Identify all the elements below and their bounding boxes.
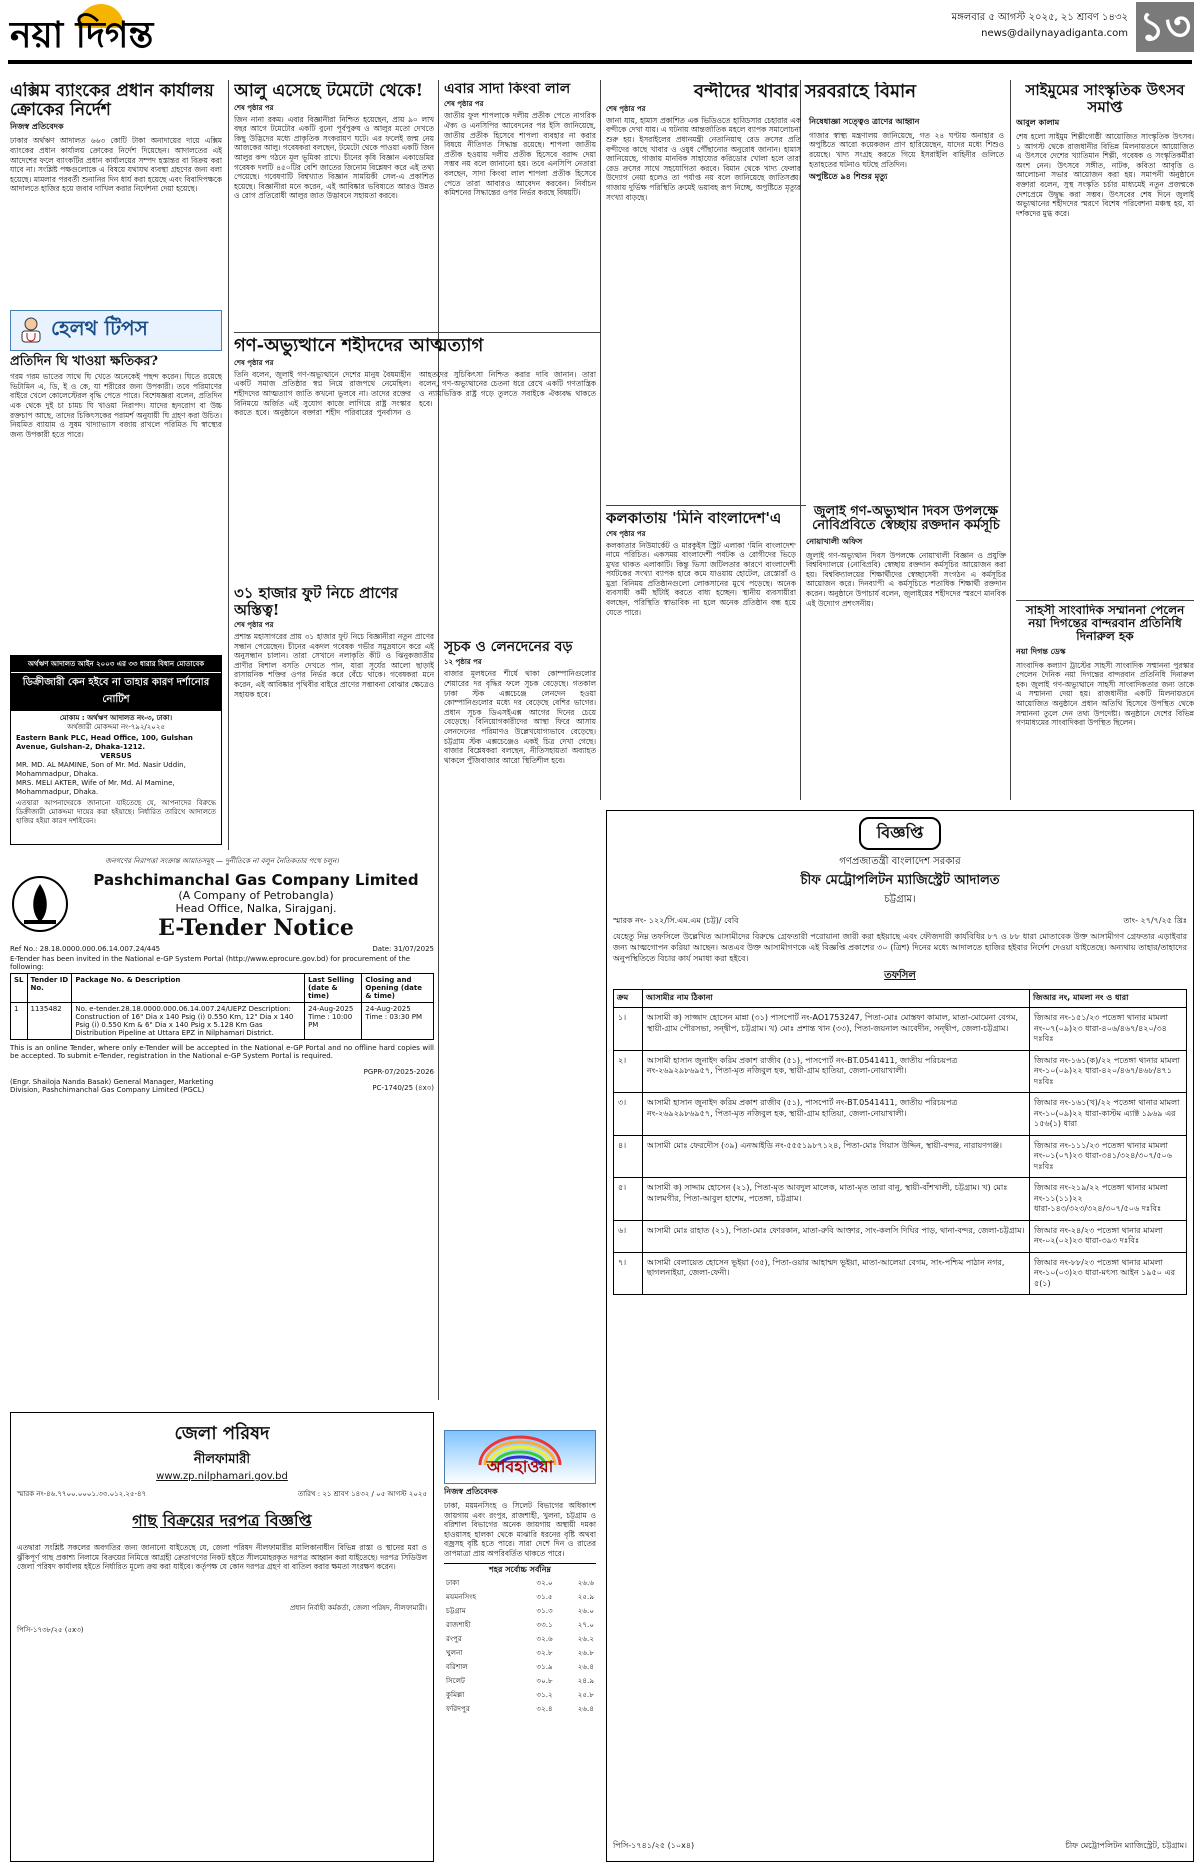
headline[interactable]: ৩১ হাজার ফুট নিচে প্রাণের অস্তিত্ব! [234, 585, 399, 619]
article-bondi-bimaan [606, 82, 1004, 497]
table-cell: জিআর নং-২১৯/২২ পতেঙ্গা থানার মামলা নং-১১(১১)২২ ধারা-১৪৩/৩২৩/৩২৪/৩০৭/৫০৬ দঃবিঃ [1030, 1178, 1187, 1221]
notice-footer: এতদ্বারা আপনাদেরকে জানানো যাইতেছে যে, আপনাদের বিরুদ্ধে ডিক্রীজারী মোকদ্দমা দায়ের করা হইয়াছে। নির্ধারিত তারিখে আদালতে হাজির হইয়া কারণ দর্শাইবেন। [16, 799, 216, 825]
plaintiff: Eastern Bank PLC, Head Office, 100, Gulshan Avenue, Gulshan-2, Dhaka-1212. [16, 734, 193, 751]
versus-label: VERSUS [100, 752, 132, 760]
headline[interactable]: সূচক ও লেনদেনের বড় [444, 640, 573, 655]
section-divider [234, 332, 600, 333]
court-name: মোকাম : অর্থঋণ আদালত নং-৩, ঢাকা। [59, 714, 173, 722]
continued-label: ১২ পৃষ্ঠার পর [444, 658, 482, 667]
continued-label: শেষ পৃষ্ঠার পর [606, 104, 646, 113]
weather-row [444, 1703, 596, 1717]
headline[interactable]: এক্সিম ব্যাংকের প্রধান কার্যালয় ক্রোকের নির্দেশ [10, 82, 214, 120]
weather-cell: ২৬.৪ [577, 1661, 594, 1671]
table-row [614, 1093, 1187, 1136]
signature: চীফ মেট্রোপলিটন ম্যাজিস্ট্রেট, চট্টগ্রাম। [1065, 1841, 1187, 1850]
weather-cell: সিলেট [446, 1675, 465, 1685]
weather-cell: ২৬.৬ [577, 1577, 594, 1587]
weather-cell: ২৬.২ [577, 1633, 594, 1643]
table-cell: আসামী হাসান জুনাইদ করিম প্রকাশ রাজীব (৫১), পাসপোর্ট নং-BT.0541411, জাতীয় পরিচয়পত্র নং-২৬৯২৯৮৬৯৫৭, পিতা-মৃত নজিবুল হক, স্থায়ী-গ্রাম হাতিয়া, জেলা-নোয়াখালী। [643, 1093, 1030, 1136]
email-link[interactable]: news@dailynayadiganta.com [981, 28, 1128, 39]
health-tips-title: হেলথ টিপস [51, 316, 148, 340]
weather-cell: রাজশাহী [446, 1619, 471, 1629]
weather-cell: ২৬.৪ [577, 1703, 594, 1713]
article-kolkata [606, 510, 796, 800]
article-saimum [1016, 82, 1194, 602]
article-body: সাংবাদিক কল্যাণ ট্রাস্টের সাহসী সাংবাদিক সম্মাননা পুরস্কার পেলেন দৈনিক নয়া দিগন্তের বান্দরবান প্রতিনিধি দিনারুল হক। জুলাই গণ-অভ্যুত্থানে সাহসী সাংবাদিকতার জন্য তাকে এ সম্মাননা দেয়া হয়। রাজধানীর একটি মিলনায়তনে আয়োজিত অনুষ্ঠানে প্রধান অতিথি হিসেবে উপস্থিত থেকে সম্মাননা তুলে দেন তথ্য উপদেষ্টা। অনুষ্ঠানে দেশের বিভিন্ন গণমাধ্যমের সাংবাদিকরা উপস্থিত ছিলেন। [1016, 660, 1194, 728]
continued-label: শেষ পৃষ্ঠার পর [606, 529, 646, 538]
byline: নিজস্ব প্রতিবেদক [444, 1487, 498, 1496]
weather-cell: ২৭.০ [577, 1619, 594, 1629]
table-cell: ৩। [614, 1093, 643, 1136]
weather-cell: ৩২.৬ [536, 1633, 553, 1643]
weather-cell: ঢাকা [446, 1577, 460, 1587]
table-row [614, 1178, 1187, 1221]
article-body: গরম গরম ভাতের সাথে ঘি খেতে অনেকেই পছন্দ করেন। ঘিতে রয়েছে ভিটামিন এ, ডি, ই ও কে, যা শরীরের জন্য উপকারী। তবে পরিমাণের বাইরে খেলে কোলেস্টেরল বৃদ্ধি পেতে পারে। বিশেষজ্ঞরা বলেন, প্রতিদিন এক থেকে দুই চা চামচ ঘি খাওয়া নিরাপদ। যাদের হৃদরোগ বা উচ্চ রক্তচাপ আছে, তাদের চিকিৎসকের পরামর্শ অনুযায়ী ঘি গ্রহণ করা উচিত। নিয়মিত ব্যায়াম ও সুষম খাদ্যাভ্যাস বজায় রাখলে পরিমিত ঘি স্বাস্থ্যের জন্য উপকারী হতে পারে। [10, 372, 222, 439]
notice-intro: যেহেতু নিম্ন তফসিলে উল্লেখিত আসামীদের বিরুদ্ধে গ্রেফতারী পরোয়ানা জারী করা হইয়াছে এবং ফৌজদারী কার্যবিধির ৮৭ ও ৮৮ ধারা মোতাবেক উক্ত আসামীগণ গ্রেফতার এড়াইবার জন্য আত্মগোপন করিয়া আছেন। অতএব উক্ত আসামীগণকে এই বিজ্ঞপ্তি প্রকাশের ৩০ (ত্রিশ) দিনের মধ্যে আদালতে হাজির হইবার নির্দেশ দেওয়া যাইতেছে। অন্যথায় তাহার/তাহাদের অনুপস্থিতিতে বিচার কার্য সমাধা করা হইবে। [613, 932, 1187, 963]
continued-label: শেষ পৃষ্ঠার পর [234, 103, 274, 112]
column-header: Tender ID No. [27, 974, 72, 1003]
article-suchok [444, 640, 596, 1040]
table-cell: আসামী হাসান জুনাইদ করিম প্রকাশ রাজীব (৫১), পাসপোর্ট নং-BT.0541411, জাতীয় পরিচয়পত্র নং-২৬৯২৯৮৬৯৫৭, পিতা-মৃত নজিবুল হক, স্থায়ী-গ্রাম হাতিয়া, জেলা-নোয়াখালী। [643, 1050, 1030, 1093]
table-header-row [11, 974, 434, 1003]
weather-row [444, 1591, 596, 1605]
byline: নোয়াখালী অফিস [806, 536, 863, 546]
headline[interactable]: জুলাই গণ-অভ্যুত্থান দিবস উপলক্ষে নোবিপ্রবিতে স্বেচ্ছায় রক্তদান কর্মসূচি [812, 505, 1000, 534]
table-cell: 1 [11, 1003, 28, 1040]
column-header: Package No. & Description [72, 974, 305, 1003]
table-cell: জিআর নং-৮৮/২৩ পতেঙ্গা থানার মামলা নং-১০(০৩)২৩ ধারা-মৎস্য আইন ১৯৫০ এর ৫(১) [1030, 1252, 1187, 1295]
continued-label: শেষ পৃষ্ঠার পর [234, 358, 274, 367]
article-body: শেষ হলো সাইমুম শিল্পীগোষ্ঠী আয়োজিত সাংস্কৃতিক উৎসব। ১ আগস্ট থেকে রাজধানীর বিভিন্ন মিলনায়তনে আয়োজিত এ উৎসবে দেশের খ্যাতিমান শিল্পী, গবেষক ও সংস্কৃতিকর্মীরা অংশ নেন। উৎসবে সঙ্গীত, নাটক, কবিতা আবৃত্তি ও আলোচনা সভার আয়োজন করা হয়। সমাপনী অনুষ্ঠানে বক্তারা বলেন, সুস্থ সংস্কৃতি চর্চার মাধ্যমেই নতুন প্রজন্মকে দেশপ্রেমে উদ্বুদ্ধ করা সম্ভব। উৎসবের শেষ দিনে জুলাই অভ্যুত্থানের শহীদদের স্মরণে বিশেষ পরিবেশনা মঞ্চস্থ হয়, যা দর্শকদের মুগ্ধ করে। [1016, 132, 1194, 218]
schedule-title: তফসিল [884, 970, 916, 981]
company-sub: (A Company of Petrobangla) [178, 889, 334, 902]
headline[interactable]: সাহসী সাংবাদিক সম্মাননা পেলেন নয়া দিগন্তের বান্দরবান প্রতিনিধি দিনারুল হক [1025, 604, 1185, 644]
column-header: Last Selling (date & time) [305, 974, 362, 1003]
weather-row [444, 1619, 596, 1633]
article-sahosi-sangbadik [1016, 604, 1194, 800]
table-cell: ৪। [614, 1135, 643, 1178]
weather-row [444, 1675, 596, 1689]
code: PGPR-07/2025-2026 [363, 1068, 434, 1076]
column-header: SL [11, 974, 28, 1003]
table-cell: ৭। [614, 1252, 643, 1295]
article-body: জাতীয় ফুল শাপলাকে দলীয় প্রতীক পেতে নাগরিক ঐক্য ও এনসিপির আবেদনের পর ইসি জানিয়েছে, জাতীয় প্রতীক হিসেবে শাপলা ব্যবহার না করার বিষয়ে নীতিগত সিদ্ধান্ত রয়েছে। শাপলা জাতীয় প্রতীক হওয়ায় দলীয় প্রতীক হিসেবে বরাদ্দ দেয়া সম্ভব নয় বলে জানানো হয়। তবে এনসিপি নেতারা বলছেন, সাদা কিংবা লাল শাপলা প্রতীক হিসেবে পেতে তারা আবারও আবেদন করবেন। নির্বাচন কমিশনের সিদ্ধান্তের ওপর নির্ভর করছে বিষয়টি। [444, 111, 596, 198]
weather-cell: ৩৩.১ [536, 1619, 553, 1629]
article-shapla [444, 82, 596, 327]
table-row [614, 1220, 1187, 1252]
doctor-icon [17, 315, 45, 347]
notice-title: ডিক্রীজারী কেন হইবে না তাহার কারণ দর্শানোর নোটিশ [11, 673, 221, 711]
memo-number: স্মারক নং- ১২২/সি.এম.এম (চট্ট)/ বেবি [613, 916, 739, 925]
table-cell: জিআর নং-১৬১(খ)/২২ পতেঙ্গা থানার মামলা নং-১০(০৯)২২ ধারা-কাস্টম এ্যাক্ট ১৯৬৯ এর ১৫৬(১) ধারা [1030, 1093, 1187, 1136]
headline[interactable]: আলু এসেছে টমেটো থেকে! [234, 82, 424, 101]
headline[interactable]: প্রতিদিন ঘি খাওয়া ক্ষতিকর? [10, 354, 158, 369]
table-title: শহর সর্বোচ্চ সর্বনিম্ন [444, 1563, 596, 1577]
ref-number: Ref No.: 28.18.0000.000.06.14.007.24/445 [10, 945, 161, 953]
table-cell: 1135482 [27, 1003, 72, 1040]
continued-label: শেষ পৃষ্ঠার পর [234, 621, 274, 629]
table-cell: আসামী ক) সাদ্দাম হোসেন (২১), পিতা-মৃত আবদুল মালেক, মাতা-মৃত তারা বানু, স্থায়ী-বাঁশখালী, চট্টগ্রাম। খ) মোঃ আলমগীর, পিতা-আবুল হাশেম, পতেঙ্গা, চট্টগ্রাম। [643, 1178, 1030, 1221]
weather-cell: ৩১.৫ [536, 1591, 553, 1601]
weather-cell: বরিশাল [446, 1661, 468, 1671]
health-tips-banner [10, 310, 222, 351]
weather-cell: ২৫.৮ [577, 1689, 594, 1699]
weather-cell: রংপুর [446, 1633, 462, 1643]
tender-date: Date: 31/07/2025 [372, 945, 434, 953]
weather-cell: ৩১.৯ [536, 1661, 553, 1671]
table-cell: জিআর নং-২৪/২৩ পতেঙ্গা থানার মামলা নং-০২(০২)২৩ ধারা-৩৯৩ দঃবিঃ [1030, 1220, 1187, 1252]
weather-box [444, 1430, 596, 1860]
masthead-info [952, 10, 1128, 42]
article-body: বাজার মূলধনের শীর্ষে থাকা কোম্পানিগুলোর শেয়ারের দর বৃদ্ধির ফলে সূচক বেড়েছে। গতকাল ঢাকা স্টক এক্সচেঞ্জে লেনদেন হওয়া কোম্পানিগুলোর মধ্যে দর বেড়েছে বেশির ভাগের। প্রধান সূচক ডিএসইএক্স আগের দিনের চেয়ে বেড়েছে। বিনিয়োগকারীদের আস্থা ফিরে আসায় লেনদেনের পরিমাণও উল্লেখযোগ্যভাবে বেড়েছে। চট্টগ্রাম স্টক এক্সচেঞ্জেও একই চিত্র দেখা গেছে। বাজার বিশ্লেষকরা বলছেন, নীতিসহায়তা অব্যাহত থাকলে পুঁজিবাজার আরো স্থিতিশীল হবে। [444, 669, 596, 765]
headline[interactable]: কলকাতায় 'মিনি বাংলাদেশ'এ [606, 510, 782, 527]
case-number: অর্থজারী মোকদ্দমা নং-৭৯২/২০২৫ [67, 723, 165, 731]
legal-notice-decree [10, 655, 222, 845]
website-link[interactable]: www.zp.nilphamari.gov.bd [156, 1471, 288, 1482]
weather-cell: ৩২.০ [536, 1577, 553, 1587]
weather-cell: ফরিদপুর [446, 1703, 470, 1713]
quote: জনগণের নিরাপত্তা সংক্রান্ত আয়াতসমূহ — দুর্নীতিকে না বলুন নৈতিকতার পথে চলুন। [105, 857, 339, 865]
table-cell: ২। [614, 1050, 643, 1093]
tender-title: E-Tender Notice [158, 915, 354, 941]
column-header: জিআর নং, মামলা নং ও ধারা [1030, 990, 1187, 1008]
table-cell: ৫। [614, 1178, 643, 1221]
byline: নিজস্ব প্রতিবেদক [10, 122, 64, 132]
weather-row [444, 1605, 596, 1619]
column-header: ক্রম [614, 990, 643, 1008]
pc-code: PC-1740/25 (৪x৩) [372, 1084, 434, 1092]
weather-row [444, 1661, 596, 1675]
weather-title: আবহাওয়া [486, 1457, 554, 1476]
notice-title: বিজ্ঞপ্তি [859, 817, 942, 850]
byline: নয়া দিগন্ত ডেস্ক [1016, 646, 1066, 656]
subheading: নিষেধাজ্ঞা সত্ত্বেও ত্রাণের আহ্বান [809, 116, 920, 126]
weather-cell: ২৬.৮ [577, 1647, 594, 1657]
continued-label: শেষ পৃষ্ঠার পর [444, 100, 484, 109]
column-divider [1010, 80, 1011, 800]
table-cell: আসামী বেলায়েত হোসেন ভূইয়া (৩৫), পিতা-ওয়ার আহাম্মদ ভূইয়া, মাতা-আলেয়া বেগম, সাং-পশ্চিম পাঠান নগর, ছাগলনাইয়া, জেলা-ফেনী। [643, 1252, 1030, 1295]
weather-row [444, 1577, 596, 1591]
column-divider [600, 80, 601, 800]
section-divider [1016, 600, 1194, 601]
district-name: নীলফামারী [193, 1452, 251, 1467]
weather-cell: চট্টগ্রাম [446, 1605, 466, 1615]
weather-banner [444, 1430, 596, 1484]
date-line: মঙ্গলবার ৫ আগস্ট ২০২৫, ২১ শ্রাবণ ১৪৩২ [951, 12, 1128, 23]
table-cell: 24-Aug-2025 Time : 10:00 PM [305, 1003, 362, 1040]
notice-body: এতদ্বারা সংশ্লিষ্ট সকলের অবগতির জন্য জানানো যাইতেছে যে, জেলা পরিষদ নীলফামারীর মালিকানাধীন বিভিন্ন রাস্তা ও স্থানের মরা ও ঝুঁকিপূর্ণ গাছ প্রকাশ্য নিলামে বিক্রয়ের নিমিত্তে আগ্রহী ক্রেতাগণের নিকট হইতে সীলমোহরকৃত দরপত্র আহ্বান করা যাইতেছে। দরপত্র সিডিউল জেলা পরিষদ কার্যালয় হইতে নির্ধারিত মূল্যে ক্রয় করা যাইবে। কর্তৃপক্ষ যে কোন দরপত্র গ্রহণ বা বাতিল করার ক্ষমতা সংরক্ষণ করেন। [17, 1543, 427, 1572]
weather-cell: ৩১.৩ [536, 1605, 553, 1615]
weather-cell: ময়মনসিংহ [446, 1591, 477, 1601]
article-tomato [234, 82, 434, 327]
table-cell: আসামী মোঃ রাহাত (২১), পিতা-মোঃ ফোরকান, মাতা-রুবি আক্তার, সাং-কলসি দিঘির পাড়, থানা-বন্দর, জেলা-চট্টগ্রাম। [643, 1220, 1030, 1252]
headline[interactable]: এবার সাদা কিংবা লাল [444, 82, 571, 97]
weather-body: ঢাকা, ময়মনসিংহ ও সিলেট বিভাগের অধিকাংশ জায়গায় এবং রংপুর, রাজশাহী, খুলনা, চট্টগ্রাম ও বরিশাল বিভাগের অনেক জায়গায় অস্থায়ী দমকা হাওয়াসহ হালকা থেকে মাঝারি ধরনের বৃষ্টি অথবা বজ্রসহ বৃষ্টি হতে পারে। সারা দেশে দিন ও রাতের তাপমাত্রা প্রায় অপরিবর্তিত থাকতে পারে। [444, 1501, 596, 1558]
masthead-rule [8, 60, 1192, 64]
company-office: Head Office, Nalka, Sirajganj. [175, 902, 337, 915]
article-body: তিনি বলেন, জুলাই গণ-অভ্যুত্থানে দেশের মানুষ বৈষম্যহীন একটি সমাজ প্রতিষ্ঠার স্বপ্ন নিয়ে রাজপথে নেমেছিল। শহীদদের আত্মত্যাগ জাতি কখনো ভুলবে না। তাদের রক্তের বিনিময়ে অর্জিত এই সুযোগ কাজে লাগিয়ে রাষ্ট্র সংস্কার করতে হবে। অনুষ্ঠানে বক্তারা শহীদ পরিবারের পুনর্বাসন ও আহতদের সুচিকিৎসা নিশ্চিত করার দাবি জানান। তারা বলেন, গণ-অভ্যুত্থানের চেতনা ধরে রেখে একটি গণতান্ত্রিক ও ন্যায়ভিত্তিক রাষ্ট্র গড়ে তুলতে সবাইকে ঐক্যবদ্ধ থাকতে হবে। [234, 369, 596, 418]
weather-row [444, 1689, 596, 1703]
table-row [614, 1135, 1187, 1178]
org-name: জেলা পরিষদ [174, 1423, 270, 1444]
weather-row [444, 1633, 596, 1647]
company-name: Pashchimanchal Gas Company Limited [93, 871, 419, 889]
headline[interactable]: গণ-অভ্যুত্থানে শহীদদের আত্মত্যাগ [234, 336, 484, 356]
notice-banner: অর্থঋণ আদালত আইন ২০০৩ এর ৩৩ ধারার বিধান মোতাবেক [11, 656, 221, 672]
signature: প্রধান নির্বাহী কর্মকর্তা, জেলা পরিষদ, নীলফামারী। [290, 1603, 427, 1612]
schedule-table [613, 989, 1187, 1295]
weather-cell: কুমিল্লা [446, 1689, 465, 1699]
column-divider [228, 80, 229, 850]
court-name: চীফ মেট্রোপলিটন ম্যাজিস্ট্রেট আদালত [800, 873, 1000, 888]
table-cell: ৬। [614, 1220, 643, 1252]
byline: আবুল কালাম [1016, 118, 1060, 127]
column-divider [438, 80, 439, 1400]
table-cell: জিআর নং-১১১/২৩ পতেঙ্গা থানার মামলা নং-০১(০৭)২৩ ধারা-৩৪১/৩২৪/৩০৭/৫০৬ দঃবিঃ [1030, 1135, 1187, 1178]
article-body: জানা যায়, হামাস প্রকাশিত এক ভিডিওতে হাড্ডিসার চেহারার এক বন্দীকে দেখা যায়। এ ঘটনায় আন্তর্জাতিক মহলে ব্যাপক সমালোচনা শুরু হয়। ইসরাইলের প্রধানমন্ত্রী নেতানিয়াহু রেড ক্রসের প্রতি বন্দীদের কাছে খাবার ও ওষুধ পৌঁছানোর অনুরোধ জানান। হামাস জানিয়েছে, গাজায় মানবিক সাহায্যের করিডোর খোলা হলে তারা রেড ক্রসের সাথে সহযোগিতা করবে। বিমান থেকে খাদ্য ফেলার উদ্যোগ নেয়া হলেও তা পর্যাপ্ত নয় বলে জানিয়েছে জাতিসঙ্ঘ। গাজায় দুর্ভিক্ষ পরিস্থিতি ক্রমেই ভয়াবহ রূপ নিচ্ছে, অপুষ্টিতে মৃত্যুর সংখ্যা বাড়ছে। [606, 115, 801, 202]
tender-note: This is an online Tender, where only e-Tender will be accepted in the National e-GP Portal and no offline hard copies will be accepted. To submit e-Tender, registration in the National e-GP System Portal is required. [10, 1044, 434, 1060]
tender-intro: E-Tender has been invited in the National e-GP System Portal (http://www.eprocure.gov.bd) for procurement of the following: [10, 955, 411, 971]
table-cell: No. e-tender.28.18.0000.000.06.14.007.24/UEPZ Description: Construction of 16" Dia x 140 Psig (i) 0.550 Km, 12" Dia x 140 Psig (i) 0.550 Km & 6" Dia x 140 Psig x 5.128 Km Gas Distribution Pipeline at Uttara EPZ in Nilphamari District. [72, 1003, 305, 1040]
court-city: চট্টগ্রাম। [884, 894, 916, 905]
article-deep-sea-life [234, 585, 434, 795]
weather-cell: ২৫.৯ [577, 1591, 594, 1601]
article-body: জুলাই গণ-অভ্যুত্থান দিবস উপলক্ষে নোয়াখালী বিজ্ঞান ও প্রযুক্তি বিশ্ববিদ্যালয়ে (নোবিপ্রবি) স্বেচ্ছায় রক্তদান কর্মসূচির আয়োজন করা হয়। বিশ্ববিদ্যালয়ের শিক্ষার্থীদের স্বেচ্ছাসেবী সংগঠন এ কর্মসূচির আয়োজন করে। দিনব্যাপী এ কর্মসূচিতে শতাধিক শিক্ষার্থী রক্তদান করেন। অনুষ্ঠানে উপাচার্য বলেন, জুলাইয়ের শহীদদের স্মরণে মানবিক এই উদ্যোগ প্রশংসনীয়। [806, 550, 1006, 608]
table-row [614, 1050, 1187, 1093]
weather-row [444, 1647, 596, 1661]
article-body: কলকাতার নিউমার্কেট ও মারকুইস স্ট্রিট এলাকা 'মিনি বাংলাদেশ' নামে পরিচিত। একসময় বাংলাদেশী পর্যটক ও রোগীদের ভিড়ে মুখর থাকত এলাকাটি। কিন্তু ভিসা জটিলতার কারণে বাংলাদেশী পর্যটকের সংখ্যা ব্যাপক হারে কমে যাওয়ায় হোটেল, রেস্তোরাঁ ও মুদ্রা বিনিময় প্রতিষ্ঠানগুলো লোকসানের মুখে পড়েছে। অনেক ব্যবসায়ী কর্মী ছাঁটাই করতে বাধ্য হচ্ছেন। স্থানীয় ব্যবসায়ীরা বলছেন, পরিস্থিতি স্বাভাবিক না হলে অনেক প্রতিষ্ঠান বন্ধ হয়ে যেতে পারে। [606, 540, 796, 617]
table-cell: জিআর নং-১৫১/২৩ পতেঙ্গা থানার মামলা নং-০৭(০৯)২৩ ধারা-৪০৬/৪৬৭/৪২০/৩৪ দঃবিঃ [1030, 1008, 1187, 1051]
column-header: আসামীর নাম ঠিকানা [643, 990, 1030, 1008]
signature: (Engr. Shailoja Nanda Basak) General Manager, Marketing Division, Pashchimanchal Gas Company Limited (PGCL) [10, 1078, 214, 1094]
table-cell: জিআর নং-১৬১(ক)/২২ পতেঙ্গা থানার মামলা নং-১০(০৯)২২ ধারা-৪২০/৪৬৭/৪৬৮/৪৭১ দঃবিঃ [1030, 1050, 1187, 1093]
table-cell: ১। [614, 1008, 643, 1051]
table-header-row [614, 990, 1187, 1008]
notice-title: গাছ বিক্রয়ের দরপত্র বিজ্ঞপ্তি [132, 1511, 312, 1530]
ad-pgcl-etender [10, 855, 434, 1405]
newspaper-logo: নয়া দিগন্ত [10, 14, 154, 56]
article-body: প্রশান্ত মহাসাগরের প্রায় ৩১ হাজার ফুট নিচে বিজ্ঞানীরা নতুন প্রাণের সন্ধান পেয়েছেন। চীনের একদল গবেষক গভীর সমুদ্রযানে করে এই অনুসন্ধান চালান। তারা সেখানে নলাকৃতি কীট ও ঝিনুকজাতীয় প্রাণীর বিশাল বসতি দেখতে পান, যারা সূর্যের আলো ছাড়াই রাসায়নিক শক্তির ওপর নির্ভর করে বেঁচে থাকে। গবেষকরা মনে করেন, এই আবিষ্কার পৃথিবীর বাইরে প্রাণের সম্ভাবনা বোঝার ক্ষেত্রেও সহায়ক হবে। [234, 632, 434, 699]
memo-date: তারিখ : ২১ শ্রাবণ ১৪৩২ / ০৫ আগস্ট ২০২৫ [297, 1490, 427, 1498]
article-gono-ovyutthan [234, 336, 596, 576]
pgcl-logo-icon [10, 874, 70, 938]
article-body: জিন নানা রকম। এবার বিজ্ঞানীরা নিশ্চিত হয়েছেন, প্রায় ৯০ লাখ বছর আগে টমেটোর একটি বুনো পূর্বপুরুষ ও আলুর মতো দেখতে কিছু উদ্ভিদের মধ্যে প্রাকৃতিক সংকরায়ণ ঘটে। এর ফলেই জন্ম নেয় আজকের আলু। গবেষকরা বলছেন, টমেটো থেকে পাওয়া একটি জিন আলুর কন্দ গঠনে মূল ভূমিকা রাখে। চীনের কৃষি বিজ্ঞান একাডেমির গবেষক দলটি ৪৫০টির বেশি জাতের জিনোম বিশ্লেষণ করে এই তথ্য পেয়েছে। গবেষণাটি বিশ্বখ্যাত বিজ্ঞান সাময়িকী সেল-এ প্রকাশিত হয়েছে। বিজ্ঞানীরা মনে করেন, এই আবিষ্কার ভবিষ্যতে আরও উন্নত ও রোগ প্রতিরোধী আলুর জাত উদ্ভাবনে সহায়তা করবে। [234, 114, 434, 201]
weather-cell: খুলনা [446, 1647, 463, 1657]
table-row [614, 1008, 1187, 1051]
weather-cell: ৩২.৮ [536, 1647, 553, 1657]
subheading: অপুষ্টিতে ৯৪ শিশুর মৃত্যু [809, 172, 888, 182]
section-divider [606, 505, 806, 506]
ad-court-notice [606, 810, 1194, 1862]
memo-number: স্মারক নং-৪৬.৭৭০০.০০০১.৩৩.০১২.২৫-৪৭ [17, 1490, 147, 1498]
defendant: MRS. MELI AKTER, Wife of Mr. Md. Al Mamine, Mohammadpur, Dhaka. [16, 779, 175, 796]
weather-cell: ৩০.৮ [536, 1675, 553, 1685]
pc-code: পিসি-১৭৪১/২৫ (১০x৪) [613, 1841, 695, 1850]
memo-date: তাং- ২৭/৭/২৫ খ্রিঃ [1123, 916, 1187, 925]
table-row [614, 1252, 1187, 1295]
tender-table [10, 973, 434, 1040]
pc-code: পিসি-১৭৩৮/২৫ (৫x৩) [17, 1625, 84, 1634]
table-cell: আসামী ক) সাজ্জাদ হোসেন মান্না (৩১) পাসপোর্ট নং-AO1753247, পিতা-মোঃ মোস্তফা কামাল, মাতা-মোমেনা বেগম, স্থায়ী-গ্রাম পৌরসভা, সন্দ্বীপ, চট্টগ্রাম। খ) মোঃ প্রশান্ত খান (৩৩), পিতা-জয়নাল আবেদীন, সন্দ্বীপ, জেলা-চট্টগ্রাম। [643, 1008, 1030, 1051]
article-july-blood-donation [806, 505, 1006, 800]
defendant: MR. MD. AL MAMINE, Son of Mr. Md. Nasir Uddin, Mohammadpur, Dhaka. [16, 761, 186, 778]
table-cell: 24-Aug-2025 Time : 03:30 PM [362, 1003, 434, 1040]
ad-zila-parishad [10, 1412, 434, 1862]
gov-name: গণপ্রজাতন্ত্রী বাংলাদেশ সরকার [839, 856, 961, 867]
article-body: ঢাকার অর্থঋণ আদালত ৬৬৩ কোটি টাকা অনাদায়ের দায়ে এক্সিম ব্যাংকের প্রধান কার্যালয় ক্রোকের নির্দেশ দিয়েছেন। আদালতের এই আদেশের ফলে ব্যাংকটির প্রধান কার্যালয়ের সম্পদ হস্তান্তর বা বিক্রয় করা যাবে না। সংশ্লিষ্ট পক্ষগুলোকে এ বিষয়ে যথাযথ ব্যবস্থা গ্রহণের জন্য বলা হয়েছে। মামলার পরবর্তী শুনানির দিন ধার্য করা হয়েছে এবং বিবাদিপক্ষকে আদালতে হাজির হয়ে জবাব দাখিল করার নির্দেশনা দেয়া হয়েছে। [10, 136, 222, 194]
column-header: Closing and Opening (date & time) [362, 974, 434, 1003]
headline[interactable]: সাইমুমের সাংস্কৃতিক উৎসব সমাপ্ত [1025, 82, 1185, 116]
article-body: গাজার স্বাস্থ্য মন্ত্রণালয় জানিয়েছে, গত ২৪ ঘণ্টায় অনাহার ও অপুষ্টিতে আরো কয়েকজন প্রাণ হারিয়েছেন, যাদের মধ্যে শিশুও রয়েছে। খাদ্য সংগ্রহ করতে গিয়ে ইসরাইলি বাহিনীর গুলিতে হতাহতের ঘটনাও ঘটছে প্রতিদিন। [809, 130, 1004, 169]
weather-cell: ২৪.৯ [577, 1675, 594, 1685]
weather-cell: ৩১.২ [536, 1689, 553, 1699]
table-cell: আসামী মোঃ ফেরদৌস (৩৯) এনআইডি নং-৫৫৫১৯৮৭১২৪, পিতা-মোঃ গিয়াস উদ্দিন, স্থায়ী-বন্দর, নারায়ণগঞ্জ। [643, 1135, 1030, 1178]
table-row [11, 1003, 434, 1040]
article-health-tips [10, 310, 222, 645]
page-number: ১৩ [1136, 2, 1194, 52]
weather-cell: ২৬.০ [577, 1605, 594, 1615]
weather-cell: ৩২.৪ [536, 1703, 553, 1713]
weather-table [444, 1577, 596, 1717]
headline[interactable]: বন্দীদের খাবার সরবরাহে বিমান [694, 82, 916, 102]
masthead [0, 0, 1200, 78]
